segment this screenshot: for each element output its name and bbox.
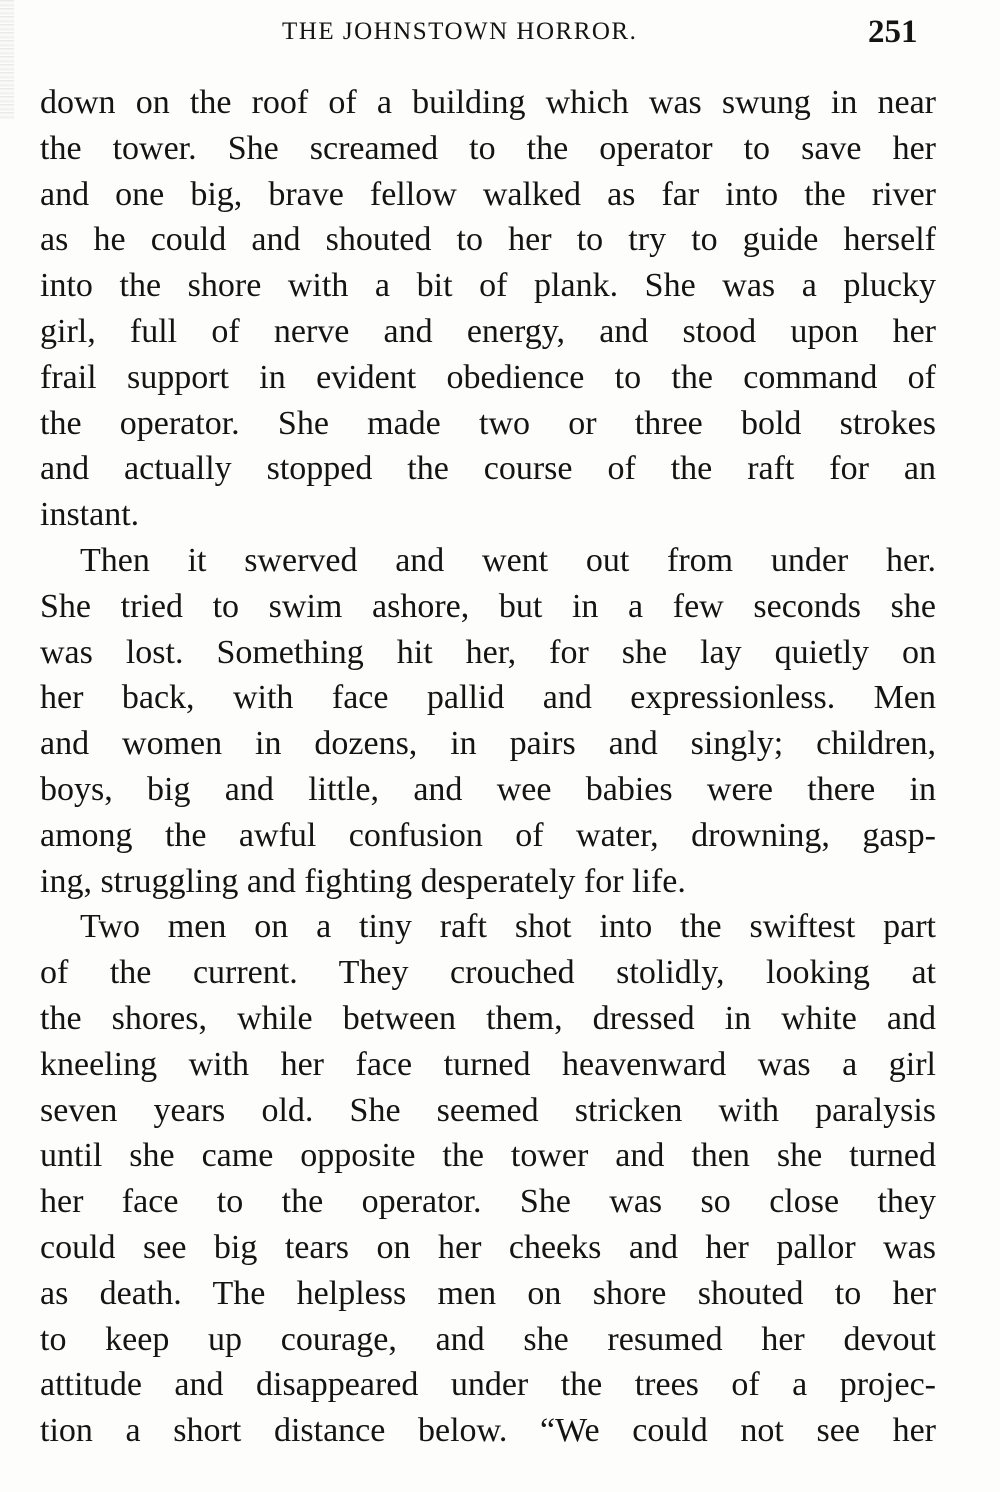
text-line: and women in dozens, in pairs and singly; children, [40,725,936,763]
text-line: and actually stopped the course of the raft for an [40,450,936,488]
text-line: among the awful confusion of water, drowning, gasp- [40,816,936,854]
text-line: seven years old. She seemed stricken with paralysis [40,1091,936,1129]
text-line: girl, full of nerve and energy, and stood upon her [40,312,936,350]
text-line: was lost. Something hit her, for she lay quietly on [40,633,936,671]
text-line: could see big tears on her cheeks and her pallor was [40,1228,936,1266]
text-line: as death. The helpless men on shore shouted to her [40,1274,936,1312]
text-line: to keep up courage, and she resumed her devout [40,1320,936,1358]
text-line: until she came opposite the tower and then she turned [40,1137,936,1175]
paragraph-2 [40,538,936,904]
text-line: the shores, while between them, dressed in white and [40,999,936,1037]
paragraph-3 [40,904,936,1454]
text-line: down on the roof of a building which was swung in near [40,84,936,121]
running-title: THE JOHNSTOWN HORROR. [282,18,638,45]
text-line: boys, big and little, and wee babies were there in [40,770,936,808]
text-line: She tried to swim ashore, but in a few seconds she [40,587,936,625]
running-head [0,14,1000,54]
text-line: ing, struggling and fighting desperately for life. [40,862,686,900]
text-line: kneeling with her face turned heavenward was a girl [40,1045,936,1083]
text-line: her face to the operator. She was so close they [40,1183,936,1221]
body-text [40,80,936,1454]
text-line: attitude and disappeared under the trees of a projec- [40,1366,936,1404]
text-line: the tower. She screamed to the operator to save her [40,129,936,167]
text-line: frail support in evident obedience to the command of [40,358,936,396]
text-line: of the current. They crouched stolidly, looking at [40,954,936,992]
text-line: the operator. She made two or three bold strokes [40,404,936,442]
text-line: Two men on a tiny raft shot into the swiftest part [80,908,936,946]
page-number: 251 [868,14,918,50]
text-line: tion a short distance below. “We could not see her [40,1412,936,1450]
text-line: Then it swerved and went out from under her. [80,541,936,579]
text-line: and one big, brave fellow walked as far into the river [40,175,936,213]
text-line: her back, with face pallid and expressionless. Men [40,679,936,717]
text-line: instant. [40,496,140,534]
text-line: into the shore with a bit of plank. She was a plucky [40,267,936,305]
text-line: as he could and shouted to her to try to guide herself [40,221,936,259]
paragraph-1 [40,80,936,538]
